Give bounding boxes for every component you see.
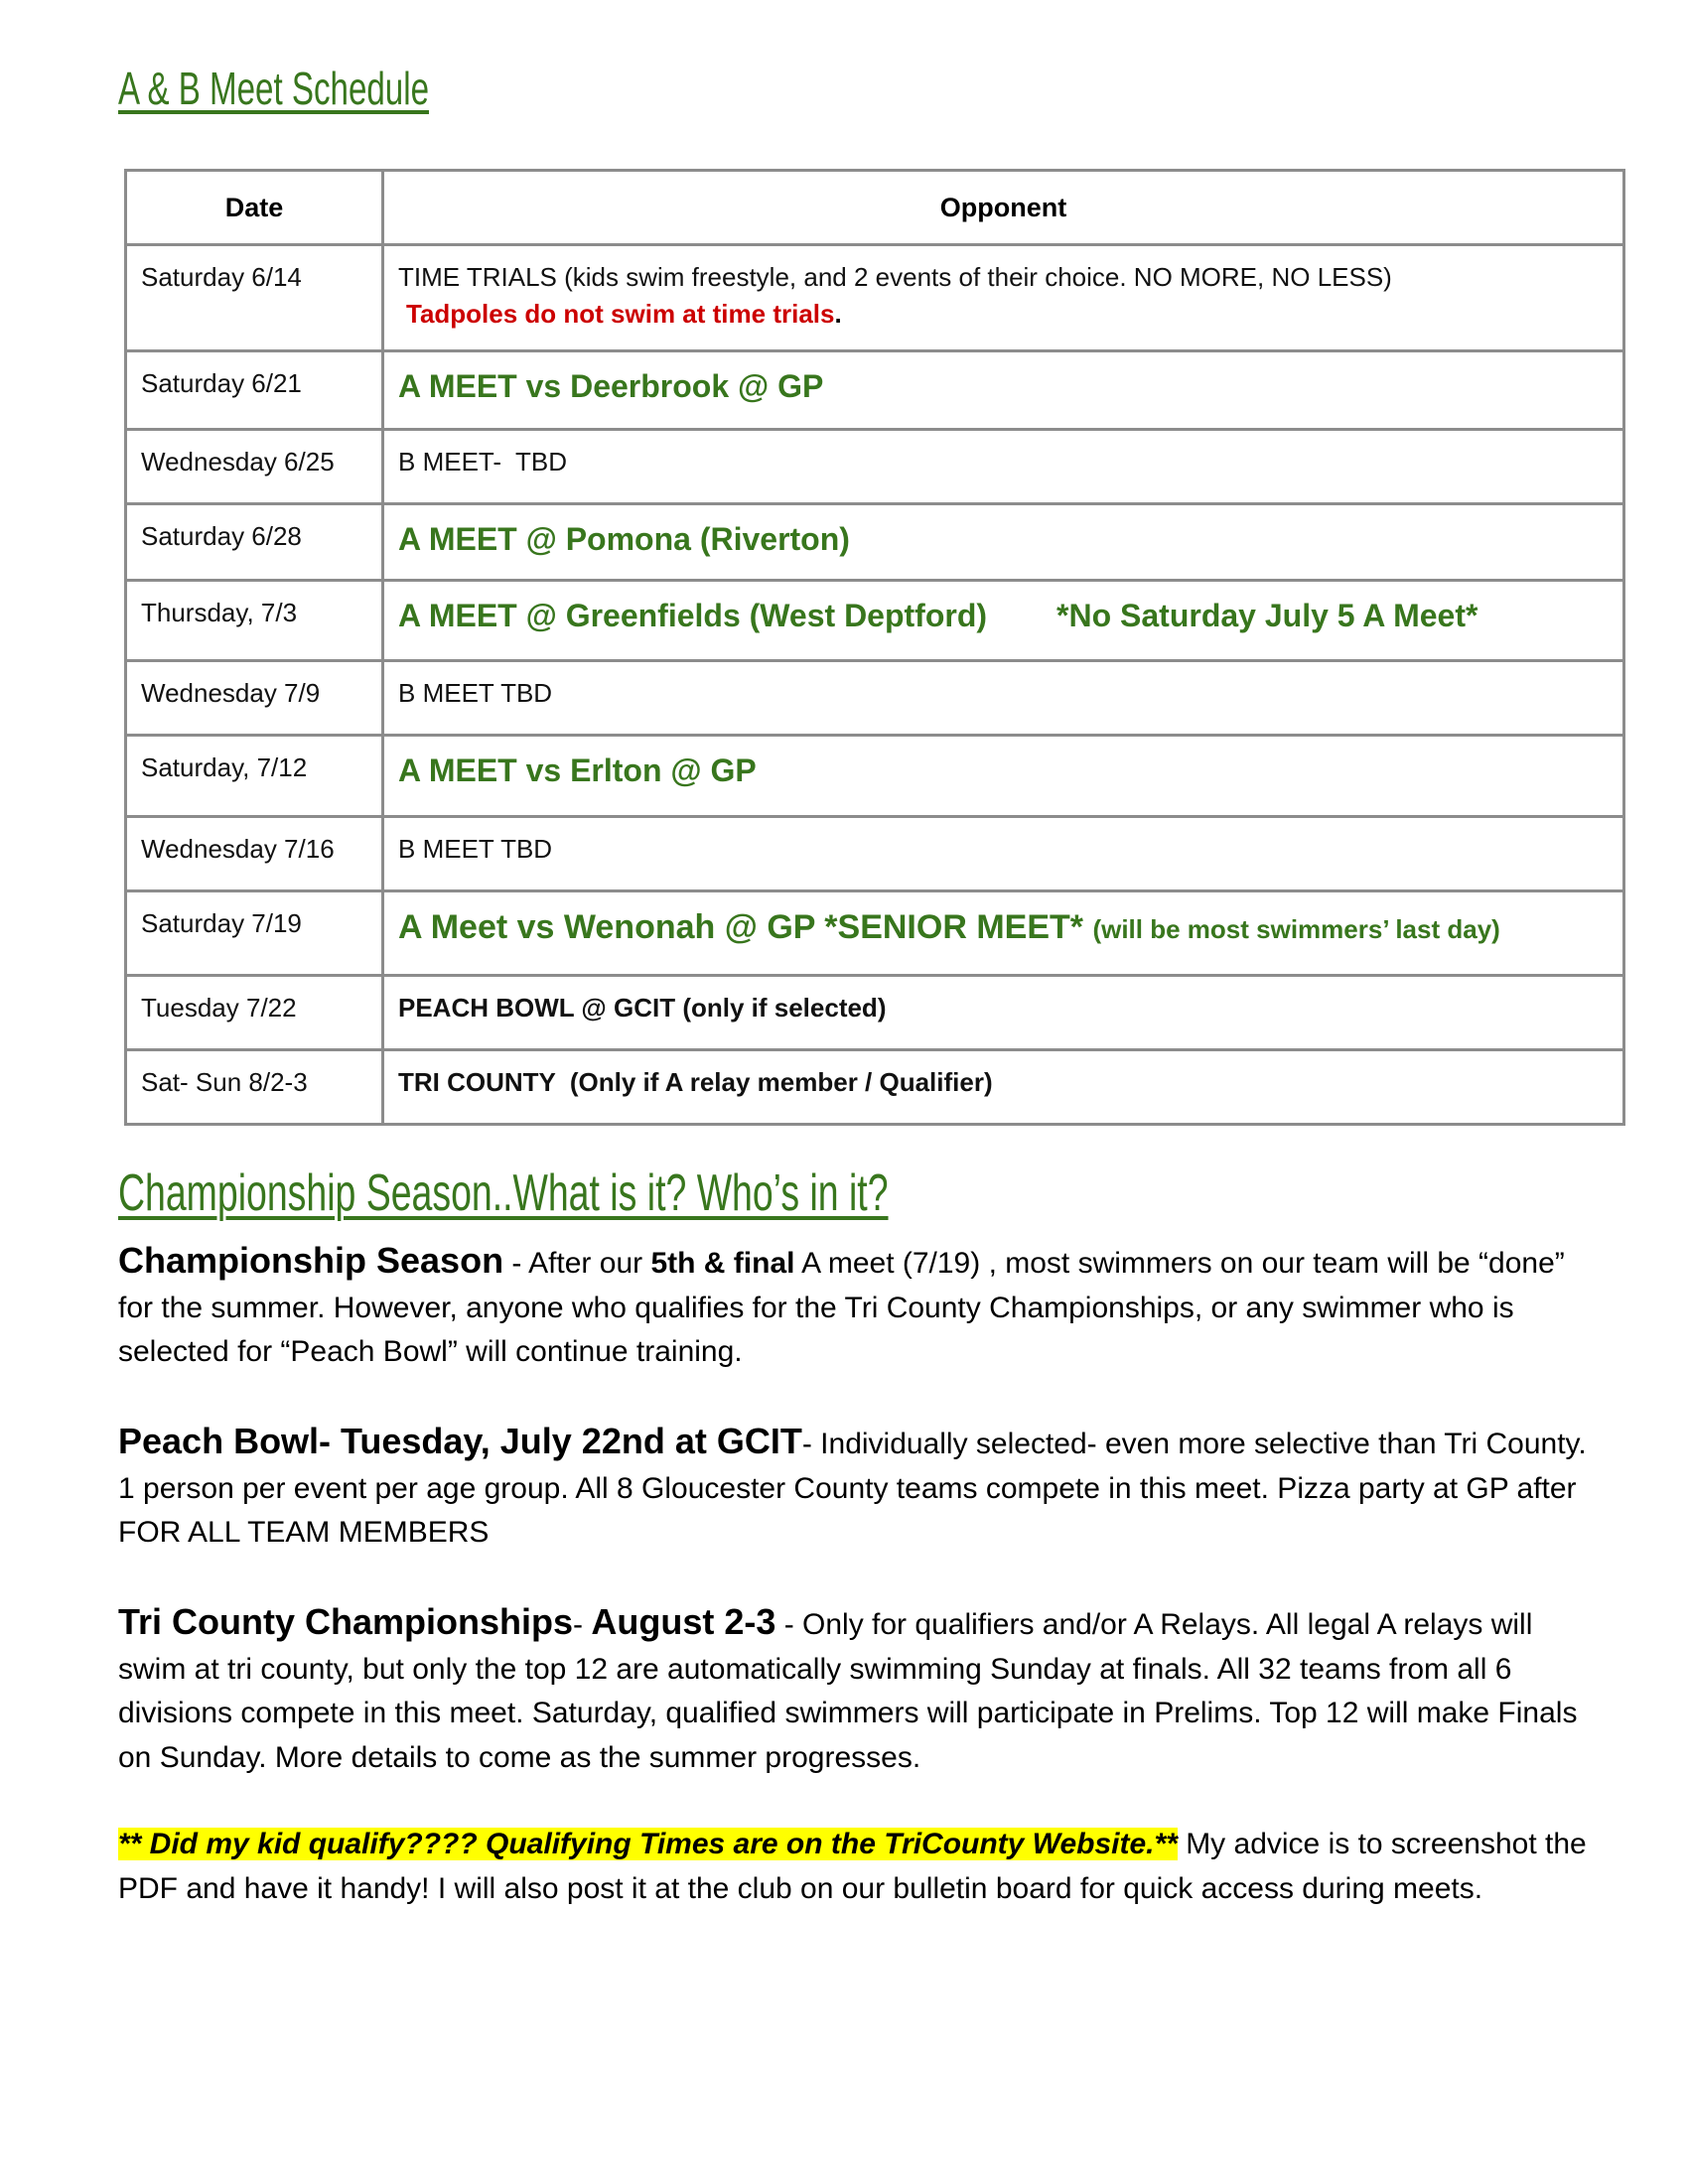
paragraph-lead: Tri County Championships <box>118 1601 574 1642</box>
row-opponent <box>383 581 1624 661</box>
table-row <box>126 891 1624 976</box>
paragraph-text: - Only for qualifiers and/or A Relays. All legal A relays will swim at tri county, but only the top 12 are automatically swimming Sunday at finals. All 32 teams from all 6 divisions compete in this meet. Saturday, qualified swimmers will participate in Prelims. Top 12 will make Finals on Sunday. More details to come as the summer progresses. <box>118 1608 1578 1774</box>
paragraph-lead: Championship Season <box>118 1240 504 1281</box>
paragraph-text: - <box>573 1608 592 1641</box>
row-date: Sat- Sun 8/2-3 <box>126 1050 383 1125</box>
paragraph-text: - After our <box>503 1247 651 1280</box>
row-opponent: TRI COUNTY (Only if A relay member / Qualifier) <box>383 1050 1624 1125</box>
row-date: Saturday 7/19 <box>126 891 383 976</box>
note-text: Tadpoles do not swim at time trials <box>406 299 835 329</box>
highlighted-qualify-note: ** Did my kid qualify???? Qualifying Times are on the TriCounty Website.** <box>118 1828 1178 1860</box>
row-date: Wednesday 6/25 <box>126 430 383 504</box>
no-meet-note: *No Saturday July 5 A Meet* <box>1056 598 1478 633</box>
paragraph-text: My advice is to screenshot the PDF and have it handy! I will also post it at the club on our bulletin board for quick access during meets. <box>118 1828 1587 1905</box>
championship-season-paragraph <box>118 1239 1588 1375</box>
row-opponent: PEACH BOWL @ GCIT (only if selected) <box>383 976 1624 1050</box>
table-row <box>126 736 1624 817</box>
meet-schedule-table <box>124 169 1625 1126</box>
row-opponent <box>383 245 1624 351</box>
opponent-text: A MEET @ Greenfields (West Deptford) <box>398 598 988 633</box>
row-opponent: B MEET TBD <box>383 661 1624 736</box>
row-opponent <box>383 891 1624 976</box>
opponent-text: A Meet vs Wenonah @ GP *SENIOR MEET* <box>398 908 1083 946</box>
paragraph-bold: 5th & final <box>650 1247 795 1280</box>
table-row <box>126 661 1624 736</box>
schedule-title: A & B Meet Schedule <box>118 63 429 114</box>
row-date: Tuesday 7/22 <box>126 976 383 1050</box>
table-row <box>126 817 1624 891</box>
row-date: Saturday 6/28 <box>126 504 383 581</box>
row-opponent: A MEET vs Erlton @ GP <box>383 736 1624 817</box>
row-date: Saturday, 7/12 <box>126 736 383 817</box>
last-day-note: (will be most swimmers’ last day) <box>1092 914 1500 944</box>
paragraph-text: A meet (7/19) , most swimmers on our team will be “done” for the summer. However, anyone who qualifies for the Tri County Championships, or any swimmer who is selected for “Peach Bowl” will continue training. <box>118 1247 1565 1368</box>
column-header-date: Date <box>126 171 383 245</box>
row-date: Saturday 6/14 <box>126 245 383 351</box>
row-date: Wednesday 7/9 <box>126 661 383 736</box>
table-row <box>126 504 1624 581</box>
table-header-row <box>126 171 1624 245</box>
paragraph-bold: August 2-3 <box>591 1601 776 1642</box>
qualify-paragraph <box>118 1823 1588 1911</box>
table-row <box>126 351 1624 430</box>
row-opponent: B MEET- TBD <box>383 430 1624 504</box>
opponent-text: TIME TRIALS (kids swim freestyle, and 2 events of their choice. NO MORE, NO LESS) <box>398 262 1392 292</box>
table-row <box>126 245 1624 351</box>
row-date: Thursday, 7/3 <box>126 581 383 661</box>
row-opponent: A MEET @ Pomona (Riverton) <box>383 504 1624 581</box>
table-row <box>126 976 1624 1050</box>
table-row <box>126 430 1624 504</box>
row-opponent: B MEET TBD <box>383 817 1624 891</box>
peach-bowl-paragraph <box>118 1420 1588 1556</box>
tri-county-paragraph <box>118 1600 1588 1780</box>
table-row <box>126 1050 1624 1125</box>
row-date: Saturday 6/21 <box>126 351 383 430</box>
note-suffix: . <box>834 299 842 329</box>
column-header-opponent: Opponent <box>383 171 1624 245</box>
championship-title: Championship Season..What is it? Who’s in it? <box>118 1164 889 1222</box>
row-date: Wednesday 7/16 <box>126 817 383 891</box>
tadpoles-note <box>398 299 1609 330</box>
paragraph-lead: Peach Bowl- Tuesday, July 22nd at GCIT <box>118 1421 802 1461</box>
row-opponent: A MEET vs Deerbrook @ GP <box>383 351 1624 430</box>
paragraph-text: - Individually selected- even more selective than Tri County. 1 person per event per age group. All 8 Gloucester County teams compete in this meet. Pizza party at GP after FOR ALL TEAM MEMBERS <box>118 1428 1587 1549</box>
table-row <box>126 581 1624 661</box>
